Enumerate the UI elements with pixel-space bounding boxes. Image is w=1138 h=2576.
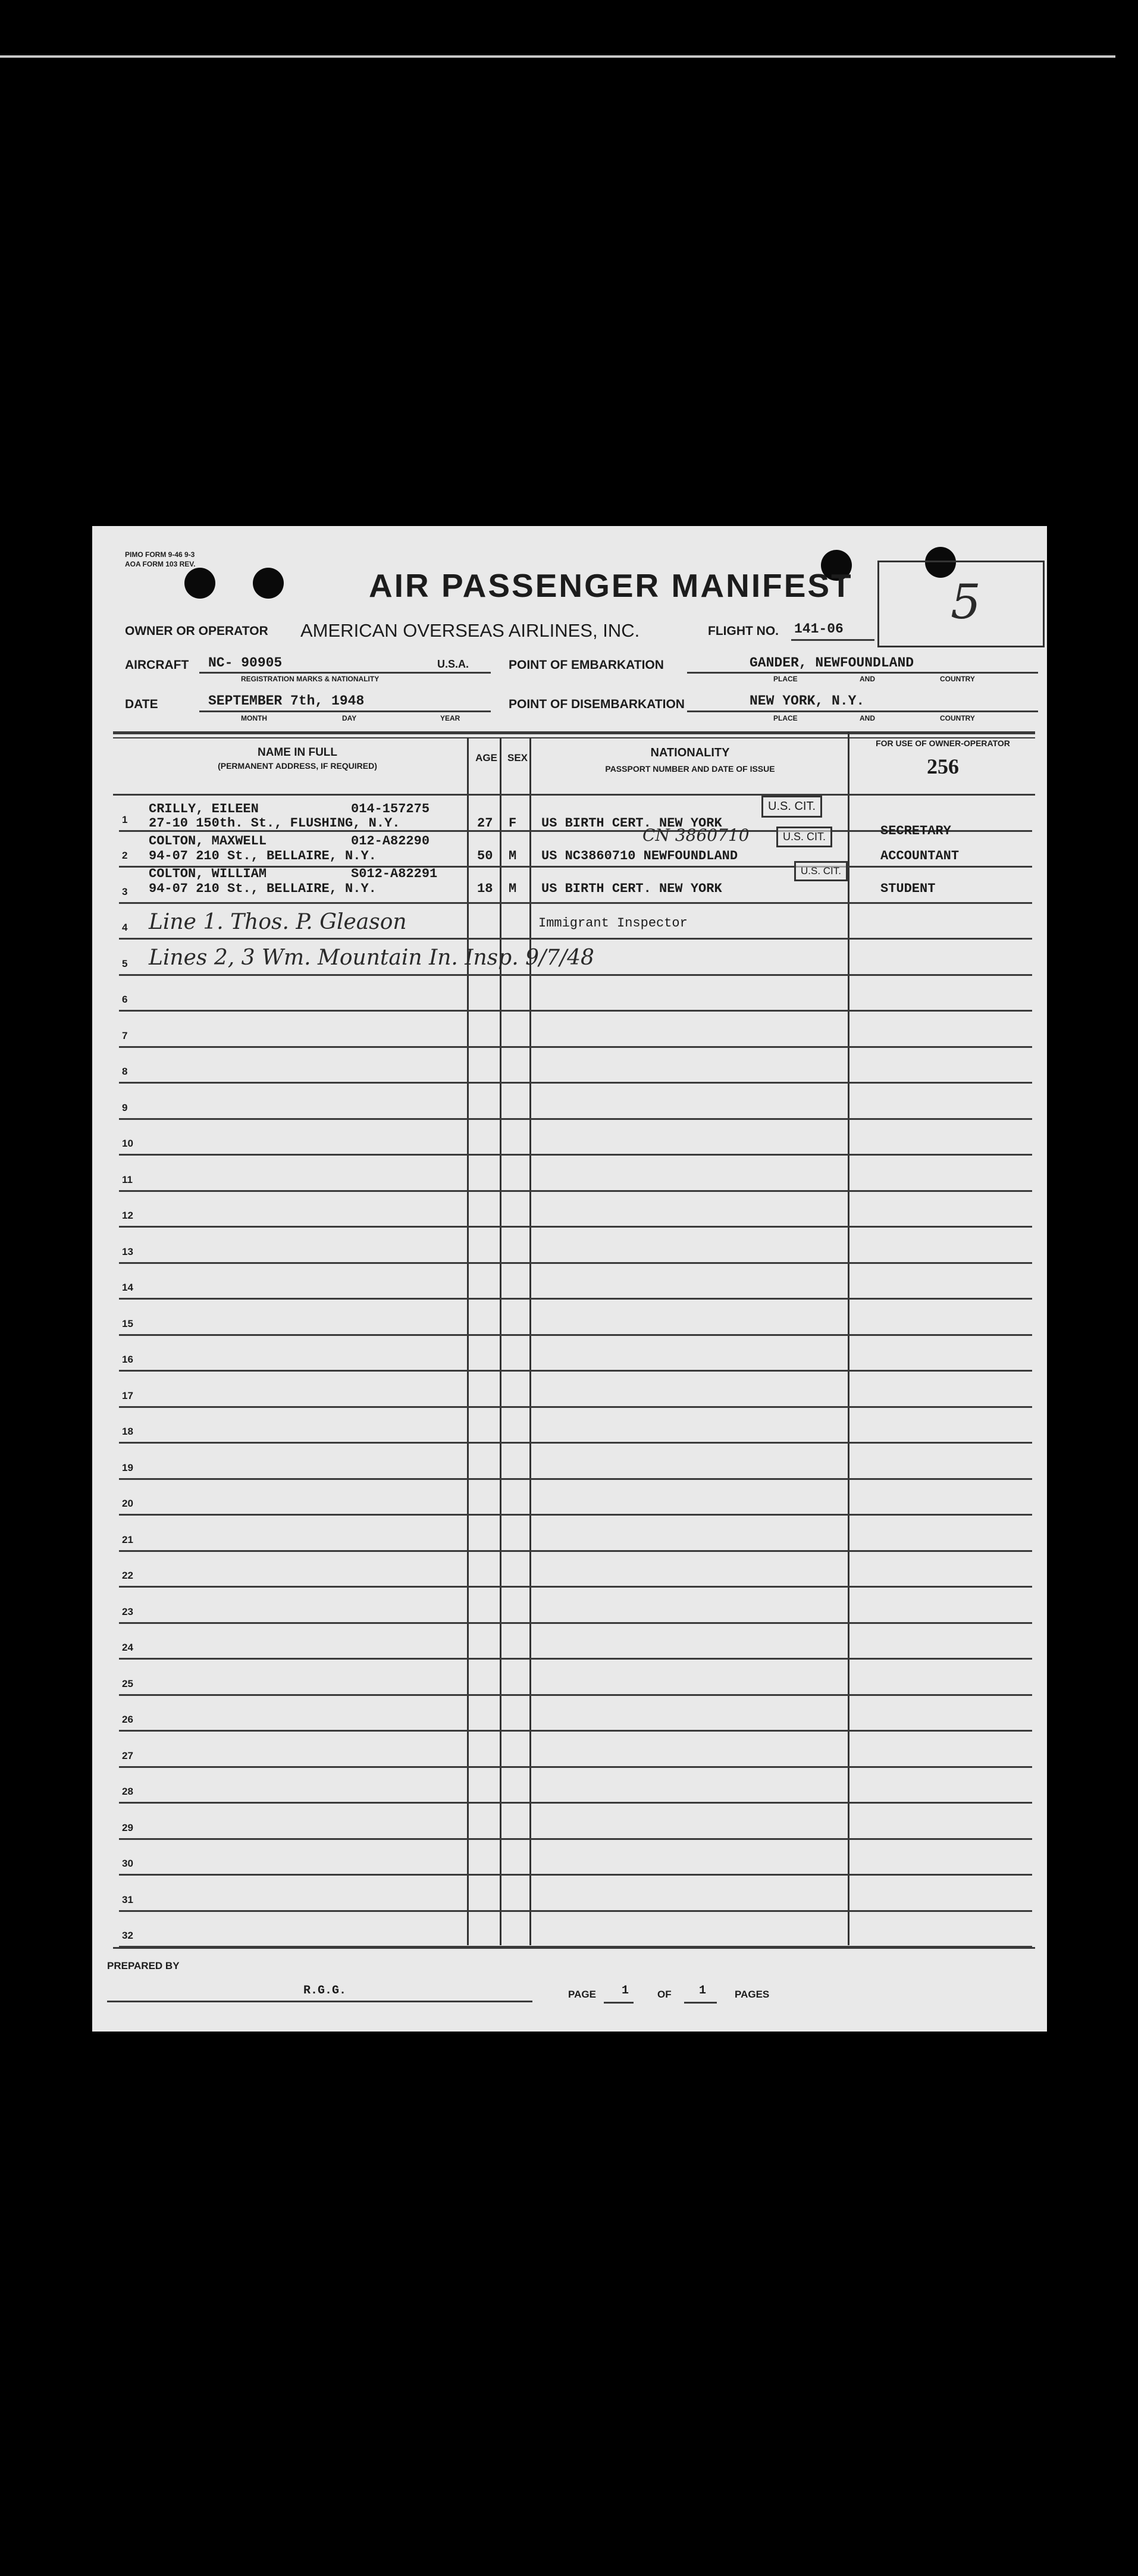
film-edge-line <box>0 55 1115 58</box>
prepared-label: PREPARED BY <box>107 1960 180 1971</box>
passenger-name: CRILLY, EILEEN <box>149 802 259 816</box>
table-row <box>119 1228 1032 1264</box>
table-row <box>119 1588 1032 1624</box>
row-number: 14 <box>122 1282 133 1293</box>
prepared-underline <box>107 2001 532 2002</box>
passenger-id: S012-A82291 <box>351 866 438 881</box>
passenger-nationality: US NC3860710 NEWFOUNDLAND <box>541 849 738 863</box>
row-number: 5 <box>122 957 128 969</box>
inspector-signature: Lines 2, 3 Wm. Mountain In. Insp. 9/7/48 <box>149 946 594 970</box>
passenger-name: COLTON, MAXWELL <box>149 834 267 849</box>
pages-label: PAGES <box>735 1989 770 2000</box>
aircraft-label: AIRCRAFT <box>125 658 189 672</box>
table-row <box>119 976 1032 1012</box>
of-label: OF <box>657 1989 672 2000</box>
inspector-signature: Line 1. Thos. P. Gleason <box>149 910 407 934</box>
disembarkation-value: NEW YORK, N.Y. <box>750 693 865 709</box>
row-number: 4 <box>122 922 128 933</box>
passenger-occupation: ACCOUNTANT <box>880 849 960 863</box>
table-row <box>119 1012 1032 1048</box>
row-number: 12 <box>122 1210 133 1221</box>
nationality-subheader: PASSPORT NUMBER AND DATE OF ISSUE <box>605 764 775 774</box>
table-row <box>119 1768 1032 1804</box>
punch-hole <box>253 568 284 599</box>
month-sublabel: MONTH <box>241 714 267 722</box>
passenger-address: 94-07 210 St., BELLAIRE, N.Y. <box>149 881 377 896</box>
table-row <box>119 1264 1032 1300</box>
disembarkation-label: POINT OF DISEMBARKATION <box>509 697 685 711</box>
row-number: 22 <box>122 1570 133 1581</box>
aircraft-underline <box>199 672 491 674</box>
embarkation-value: GANDER, NEWFOUNDLAND <box>750 655 914 671</box>
place-sublabel: PLACE <box>773 675 798 683</box>
inspector-title: Immigrant Inspector <box>538 916 688 931</box>
passenger-id: 012-A82290 <box>351 834 430 849</box>
table-row <box>119 1660 1032 1696</box>
table-row <box>119 1084 1032 1120</box>
and-sublabel: AND <box>860 675 875 683</box>
row-number: 19 <box>122 1461 133 1473</box>
passenger-sex: M <box>509 881 517 896</box>
row-number: 3 <box>122 885 128 897</box>
sheet-number: 5 <box>951 574 981 630</box>
passenger-nationality: US BIRTH CERT. NEW YORK <box>541 816 722 831</box>
row-number: 16 <box>122 1354 133 1365</box>
day-sublabel: DAY <box>342 714 357 722</box>
citizenship-stamp: U.S. CIT. <box>761 796 822 818</box>
table-row <box>119 1120 1032 1156</box>
age-header: AGE <box>475 752 497 763</box>
row-number: 29 <box>122 1821 133 1833</box>
aircraft-nationality: U.S.A. <box>437 658 469 670</box>
and-sublabel: AND <box>860 714 875 722</box>
row-number: 24 <box>122 1642 133 1653</box>
table-row <box>119 1408 1032 1444</box>
row-number: 32 <box>122 1930 133 1941</box>
punch-hole <box>184 568 215 599</box>
table-row <box>119 1516 1032 1552</box>
row-number: 30 <box>122 1858 133 1869</box>
passenger-sex: F <box>509 816 517 831</box>
row-number: 28 <box>122 1786 133 1797</box>
row-number: 7 <box>122 1029 128 1041</box>
passenger-id: 014-157275 <box>351 802 430 816</box>
owner-use-number: 256 <box>927 755 959 778</box>
row-number: 18 <box>122 1426 133 1437</box>
of-underline <box>684 2002 717 2004</box>
row-number: 6 <box>122 994 128 1005</box>
date-underline <box>199 710 491 712</box>
table-row <box>119 1732 1032 1768</box>
place-sublabel: PLACE <box>773 714 798 722</box>
passenger-occupation: STUDENT <box>880 881 936 896</box>
passenger-table <box>113 731 1035 1951</box>
table-row <box>119 1840 1032 1876</box>
row-number: 27 <box>122 1749 133 1761</box>
prepared-value: R.G.G. <box>303 1984 347 1998</box>
table-row <box>119 1552 1032 1588</box>
sex-header: SEX <box>507 752 528 763</box>
passenger-occupation: SECRETARY <box>880 824 951 838</box>
passenger-name: COLTON, WILLIAM <box>149 866 267 881</box>
table-row <box>119 1336 1032 1372</box>
nationality-header: NATIONALITY <box>650 746 730 759</box>
page-underline <box>604 2002 634 2004</box>
manifest-sheet <box>92 526 1047 2032</box>
passenger-sex: M <box>509 849 517 863</box>
date-value: SEPTEMBER 7th, 1948 <box>208 693 365 709</box>
row-number: 31 <box>122 1893 133 1905</box>
disembarkation-underline <box>687 710 1038 712</box>
owner-use-header: FOR USE OF OWNER-OPERATOR <box>876 738 1010 748</box>
aircraft-sublabel: REGISTRATION MARKS & NATIONALITY <box>241 675 380 683</box>
citizenship-stamp: U.S. CIT. <box>794 861 848 881</box>
table-top-rule <box>113 731 1035 734</box>
row-number: 9 <box>122 1101 128 1113</box>
passenger-age: 18 <box>477 881 493 896</box>
flight-label: FLIGHT NO. <box>708 624 779 638</box>
row-number: 23 <box>122 1605 133 1617</box>
table-row <box>119 1696 1032 1732</box>
citizenship-stamp: U.S. CIT. <box>776 827 832 847</box>
passenger-age: 27 <box>477 816 493 831</box>
table-row <box>119 1156 1032 1192</box>
owner-label: OWNER OR OPERATOR <box>125 624 268 638</box>
page-label: PAGE <box>568 1989 596 2000</box>
handwritten-passport: CN 3860710 <box>642 825 750 845</box>
row-number: 1 <box>122 813 128 825</box>
page-title: AIR PASSENGER MANIFEST <box>369 567 853 604</box>
name-subheader: (PERMANENT ADDRESS, IF REQUIRED) <box>218 761 377 771</box>
flight-underline <box>791 639 874 641</box>
row-number: 21 <box>122 1533 133 1545</box>
form-identifier <box>125 550 195 569</box>
table-row <box>119 1480 1032 1516</box>
of-value: 1 <box>699 1984 707 1998</box>
table-row <box>119 1192 1032 1228</box>
passenger-nationality: US BIRTH CERT. NEW YORK <box>541 881 722 896</box>
table-row <box>119 1876 1032 1912</box>
country-sublabel: COUNTRY <box>940 675 975 683</box>
row-number: 26 <box>122 1714 133 1725</box>
country-sublabel: COUNTRY <box>940 714 975 722</box>
row-number: 11 <box>122 1173 133 1185</box>
row-number: 10 <box>122 1138 133 1149</box>
row-number: 25 <box>122 1677 133 1689</box>
form-id-line: PIMO FORM 9-46 9-3 <box>125 550 195 559</box>
passenger-address: 94-07 210 St., BELLAIRE, N.Y. <box>149 849 377 863</box>
table-row <box>119 1444 1032 1480</box>
row-number: 20 <box>122 1498 133 1509</box>
row-number: 2 <box>122 850 128 861</box>
table-row <box>119 1048 1032 1084</box>
owner-value: AMERICAN OVERSEAS AIRLINES, INC. <box>300 620 640 641</box>
flight-number: 141-06 <box>794 621 844 637</box>
row-number: 8 <box>122 1066 128 1077</box>
footer-rule <box>113 1947 1035 1949</box>
name-header: NAME IN FULL <box>257 746 338 759</box>
year-sublabel: YEAR <box>440 714 460 722</box>
embarkation-underline <box>687 672 1038 674</box>
table-row <box>119 1912 1032 1948</box>
embarkation-label: POINT OF EMBARKATION <box>509 658 664 672</box>
aircraft-value: NC- 90905 <box>208 655 283 671</box>
page-value: 1 <box>622 1984 629 1998</box>
table-row <box>119 1372 1032 1408</box>
form-id-line: AOA FORM 103 REV. <box>125 560 196 568</box>
table-row <box>119 1804 1032 1840</box>
passenger-address: 27-10 150th. St., FLUSHING, N.Y. <box>149 816 400 831</box>
row-number: 15 <box>122 1317 133 1329</box>
passenger-age: 50 <box>477 849 493 863</box>
row-number: 13 <box>122 1245 133 1257</box>
sheet-number-box <box>877 561 1045 647</box>
date-label: DATE <box>125 697 158 711</box>
table-row <box>119 1624 1032 1660</box>
table-row <box>119 1300 1032 1336</box>
row-number: 17 <box>122 1389 133 1401</box>
